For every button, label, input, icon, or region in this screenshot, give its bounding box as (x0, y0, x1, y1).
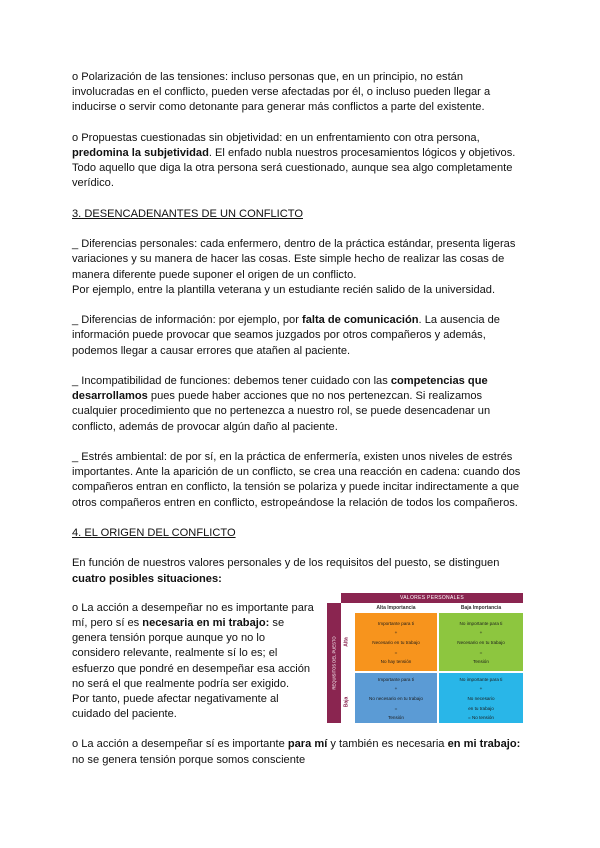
cell-line: Importante para ti (377, 620, 414, 626)
cell-line: Necesario en tu trabajo (372, 639, 420, 645)
cell-low-low (439, 673, 523, 723)
case1-with-figure (72, 593, 524, 723)
cell-line: No importante para ti (459, 620, 503, 626)
paragraph-case1 (72, 593, 314, 723)
text-run: _ Diferencias de información: por ejemplo, por (72, 314, 303, 327)
row-label: Baja (343, 696, 350, 708)
text-run: y también es necesaria (327, 738, 448, 751)
cell-line: + (479, 686, 483, 692)
cell-line: No hay tensión (380, 659, 412, 665)
text-run: pues puede haber acciones que no nos pertenezcan. Si realizamos cualquier procedimiento que no pertenezca a nuestro rol, se puede desencadenar un conflicto, además de provocar algún daño al paciente. (72, 390, 491, 433)
cell-line: Tensión (388, 715, 404, 721)
cell-line: No necesario (467, 695, 495, 701)
bold-run: en mi trabajo: (447, 738, 521, 751)
cell-line: + (394, 686, 398, 692)
paragraph-diferencias-informacion (72, 313, 524, 359)
cell-high-high (355, 613, 437, 671)
cell-line: Necesario en tu trabajo (457, 639, 505, 645)
cell-line: = (394, 705, 398, 711)
text-run: En función de nuestros valores personales y de los requisitos del puesto, se distinguen (72, 557, 500, 570)
cell-line: Importante para ti (377, 676, 414, 682)
cell-line: + (394, 630, 398, 636)
text-run: _ Incompatibilidad de funciones: debemos tener cuidado con las (72, 374, 391, 387)
paragraph-estres: _ Estrés ambiental: de por sí, en la práctica de enfermería, existen unos niveles de estrés importantes. Ante la aparición de un conflicto, se crea una reacción en cadena: cuando dos compañeros entran en conflicto, la tensión se polariza y puede incitar indirectamente a que otros compañeros entren en conflicto, estropeándose la relación de todos los compañeros. (72, 450, 521, 509)
text-run: no se genera tensión porque somos consciente (72, 753, 306, 766)
paragraph-origen-intro (72, 556, 524, 586)
text-run: se genera tensión porque aunque yo no lo considero relevante, realmente sí lo es; el esfuerzo que pondré en desempeñar esa acción no será el que realmente podría ser exigido. (72, 616, 311, 690)
bold-run: falta de comunicación (302, 314, 419, 327)
text-run: o Propuestas cuestionadas sin objetividad: en un enfrentamiento con otra persona, (72, 131, 480, 144)
cell-line: = (479, 649, 483, 655)
text-run: o La acción a desempeñar sí es importante (72, 738, 288, 751)
text-run: _ Diferencias personales: cada enfermero, dentro de la práctica estándar, presenta ligeras variaciones y su manera de hacer las cosas. Este simple hecho de realizar las cosas de manera diferente puede suponer el origen de un conflicto. (72, 238, 516, 281)
paragraph-polarizacion: o Polarización de las tensiones: incluso personas que, en un principio, no están involucradas en el conflicto, pueden verse afectadas por él, o incluso pueden llegar a inducirse o servir como detonante para generar más conflictos a parte del existente. (72, 71, 491, 114)
cell-line: No importante para ti (459, 676, 503, 682)
row-header-high (341, 613, 353, 671)
bold-run: competencias que desarrollamos (72, 374, 488, 403)
section-heading-3: 3. DESENCADENANTES DE UN CONFLICTO (72, 207, 303, 220)
cell-line: = (394, 649, 398, 655)
paragraph-propuestas (72, 131, 524, 192)
cell-low-high (355, 673, 437, 723)
text-run: . La ausencia de información puede provocar que seamos juzgados por otros compañeros y además, podemos llegar a causar errores que atañen al paciente. (72, 314, 500, 357)
column-header-low: Baja Importancia (460, 604, 502, 611)
section-heading-4: 4. EL ORIGEN DEL CONFLICTO (72, 526, 236, 539)
cell-line: No necesario en tu trabajo (369, 695, 423, 701)
bold-run: cuatro posibles situaciones: (72, 572, 222, 585)
paragraph-diferencias-personales (72, 237, 524, 298)
cell-line: = No tensión (468, 715, 494, 721)
cell-line: Tensión (473, 659, 489, 665)
text-run: o La acción a desempeñar no es importante para mí, pero sí es (72, 601, 314, 629)
text-run: . El enfado nubla nuestros procesamientos lógicos y objetivos. Todo aquello que diga la otra persona será cuestionado, aunque sea algo completamente verídico. (72, 147, 516, 190)
row-label: Alta (343, 637, 350, 647)
bold-run: para mí (287, 738, 328, 751)
text-run: Por tanto, puede afectar negativamente al cuidado del paciente. (72, 693, 279, 721)
figure-side-label: REQUISITOS DEL PUESTO (331, 636, 337, 690)
paragraph-incompatibilidad (72, 374, 524, 435)
cell-high-low (439, 613, 523, 671)
row-header-low (341, 673, 353, 731)
bold-run: predomina la subjetividad (72, 147, 209, 159)
cell-line: + (479, 630, 483, 636)
cell-line: en tu trabajo (468, 705, 494, 711)
paragraph-case2 (72, 737, 524, 767)
bold-run: necesaria en mi trabajo: (142, 616, 270, 629)
tension-matrix-figure (327, 593, 523, 723)
text-run: Por ejemplo, entre la plantilla veterana y un estudiante recién salido de la universidad. (72, 283, 496, 296)
document-page (72, 70, 524, 783)
figure-title: VALORES PERSONALES (341, 593, 523, 603)
column-header-high: Alta Importancia (376, 604, 416, 611)
